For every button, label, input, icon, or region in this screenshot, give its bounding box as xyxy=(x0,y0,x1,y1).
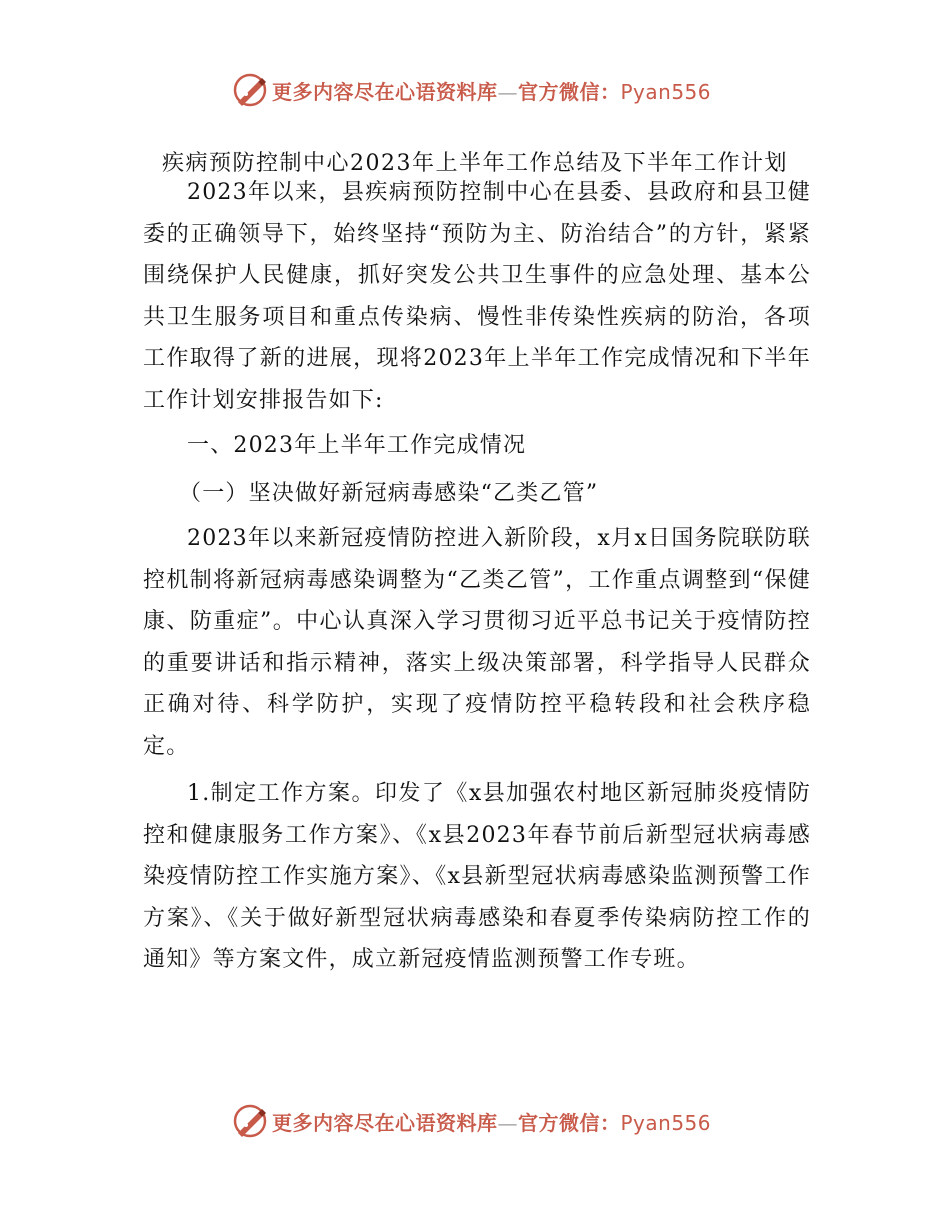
banner-wechat-id: Pyan556 xyxy=(620,79,712,104)
pen-logo-icon xyxy=(232,1103,268,1139)
banner-separator: — xyxy=(497,1110,518,1135)
banner-slogan: 更多内容尽在心语资料库 xyxy=(272,1110,498,1135)
section-heading: 一、2023年上半年工作完成情况 xyxy=(187,433,527,458)
banner-text xyxy=(272,1107,711,1136)
paragraph-intro: 2023年以来，县疾病预防控制中心在县委、县政府和县卫健委的正确领导下，始终坚持“预防为主、防治结合”的方针，紧紧围绕保护人民健康，抓好突发公共卫生事件的应急处理、基本公共卫生服务项目和重点传染病、慢性非传染性疾病的防治，各项工作取得了新的进展，现将2023年上半年工作完成情况和下半年工作计划安排报告如下: xyxy=(143,180,811,413)
document-body xyxy=(143,172,811,981)
banner-wechat-id: Pyan556 xyxy=(620,1110,712,1135)
header-banner xyxy=(232,70,722,110)
banner-slogan: 更多内容尽在心语资料库 xyxy=(272,79,498,104)
banner-wechat-label: 官方微信： xyxy=(518,1110,621,1135)
paragraph-covid: 2023年以来新冠疫情防控进入新阶段，x月x日国务院联防联控机制将新冠病毒感染调整为“乙类乙管”，工作重点调整到“保健康、防重症”。中心认真深入学习贯彻习近平总书记关于疫情防控的重要讲话和指示精神，落实上级决策部署，科学指导人民群众正确对待、科学防护，实现了疫情防控平稳转段和社会秩序稳定。 xyxy=(143,526,811,759)
paragraph-plan: 1.制定工作方案。印发了《x县加强农村地区新冠肺炎疫情防控和健康服务工作方案》、《x县2023年春节前后新型冠状病毒感染疫情防控工作实施方案》、《x县新型冠状病毒感染监测预警工作方案》、《关于做好新型冠状病毒感染和春夏季传染病防控工作的通知》等方案文件，成立新冠疫情监测预警工作专班。 xyxy=(143,781,811,972)
subsection-heading: （一）坚决做好新冠病毒感染“乙类乙管” xyxy=(179,480,599,506)
banner-separator: — xyxy=(497,79,518,104)
banner-wechat-label: 官方微信： xyxy=(518,79,621,104)
banner-text xyxy=(272,76,711,105)
pen-logo-icon xyxy=(232,72,268,108)
document-title: 疾病预防控制中心2023年上半年工作总结及下半年工作计划 xyxy=(162,151,788,176)
footer-banner xyxy=(232,1101,722,1141)
